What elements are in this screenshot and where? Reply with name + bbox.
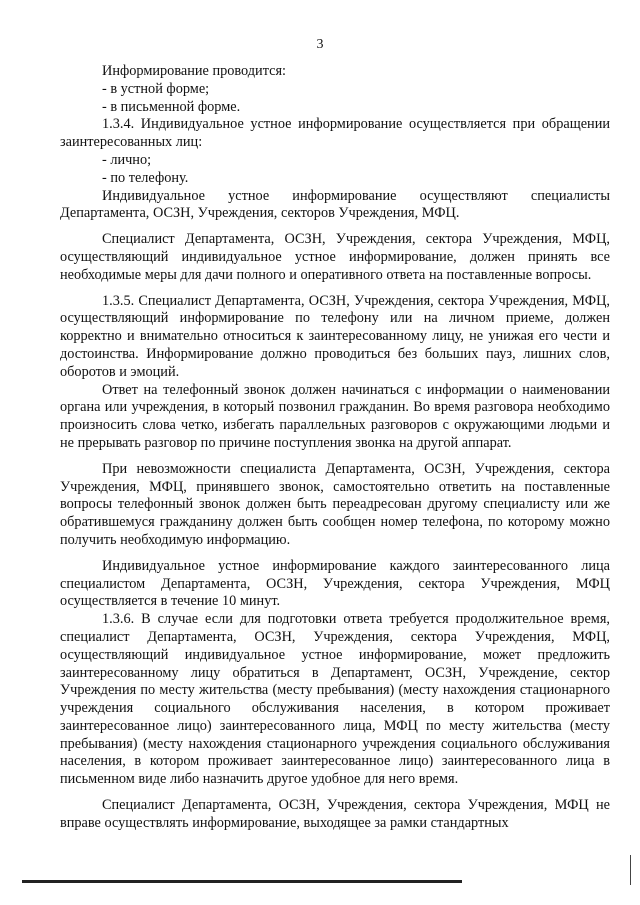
footer-rule — [22, 880, 462, 883]
paragraph-limits: Специалист Департамента, ОСЗН, Учреждения, сектора Учреждения, МФЦ не вправе осуществлять информирование, выходящее за рамки стандартных — [60, 797, 610, 831]
paragraph-unable-to-answer: При невозможности специалиста Департамента, ОСЗН, Учреждения, сектора Учреждения, МФЦ, принявшего звонок, самостоятельно ответить на поставленные вопросы телефонный звонок должен быть переадресован другому специалисту или же обратившемуся гражданину должен быть сообщен номер телефона, по которому можно получить необходимую информацию. — [60, 460, 610, 548]
paragraph-phone-answer: Ответ на телефонный звонок должен начинаться с информации о наименовании органа или учреждения, в который позвонил гражданин. Во время разговора необходимо произносить слова четко, избегать параллельных разговоров с окружающими людьми и не прерывать разговор по причине поступления звонка на другой аппарат. — [60, 381, 610, 451]
list-item-written: - в письменной форме. — [102, 98, 241, 115]
list-item-personally: - лично; — [102, 151, 152, 168]
paragraph-who-informs: Индивидуальное устное информирование осуществляют специалисты Департамента, ОСЗН, Учреждения, секторов Учреждения, МФЦ. — [60, 187, 610, 222]
paragraph-1-3-4: 1.3.4. Индивидуальное устное информирование осуществляется при обращении заинтересованных лиц: — [60, 116, 610, 151]
paragraph-duration: Индивидуальное устное информирование каждого заинтересованного лица специалистом Департамента, ОСЗН, Учреждения, сектора Учреждения, МФЦ осуществляется в течение 10 минут. — [60, 557, 610, 610]
scan-edge-mark — [630, 855, 631, 885]
intro-line: Информирование проводится: — [102, 63, 287, 79]
page-number: 3 — [316, 37, 324, 52]
paragraph-1-3-5: 1.3.5. Специалист Департамента, ОСЗН, Учреждения, сектора Учреждения, МФЦ, осуществляющий информирование по телефону или на личном приеме, должен корректно и внимательно относиться к заинтересованному лицу, не унижая его чести и достоинства. Информирование должно проводиться без больших пауз, лишних слов, оборотов и эмоций. — [60, 292, 610, 380]
document-body — [60, 63, 610, 833]
list-item-oral: - в устной форме; — [102, 80, 210, 97]
paragraph-1-3-6: 1.3.6. В случае если для подготовки ответа требуется продолжительное время, специалист Департамента, ОСЗН, Учреждения, сектора Учреждения, МФЦ, осуществляющий индивидуальное устное информирование, может предложить заинтересованному лицу обратиться в Департамент, ОСЗН, Учреждение, сектор Учреждения по месту жительства (месту пребывания) (месту нахождения стационарного учреждения социального обслуживания населения, в котором проживает заинтересованное лицо) заинтересованного лица, МФЦ по месту жительства (месту пребывания) (месту нахождения стационарного учреждения социального обслуживания населения, в котором проживает заинтересованное лицо) заинтересованного лица в письменном виде либо назначить другое удобное для него время. — [60, 611, 610, 788]
paragraph-specialist-duty: Специалист Департамента, ОСЗН, Учреждения, сектора Учреждения, МФЦ, осуществляющий индивидуальное устное информирование, должен принять все необходимые меры для дачи полного и оперативного ответа на поставленные вопросы. — [60, 231, 610, 283]
list-item-by-phone: - по телефону. — [102, 169, 189, 186]
